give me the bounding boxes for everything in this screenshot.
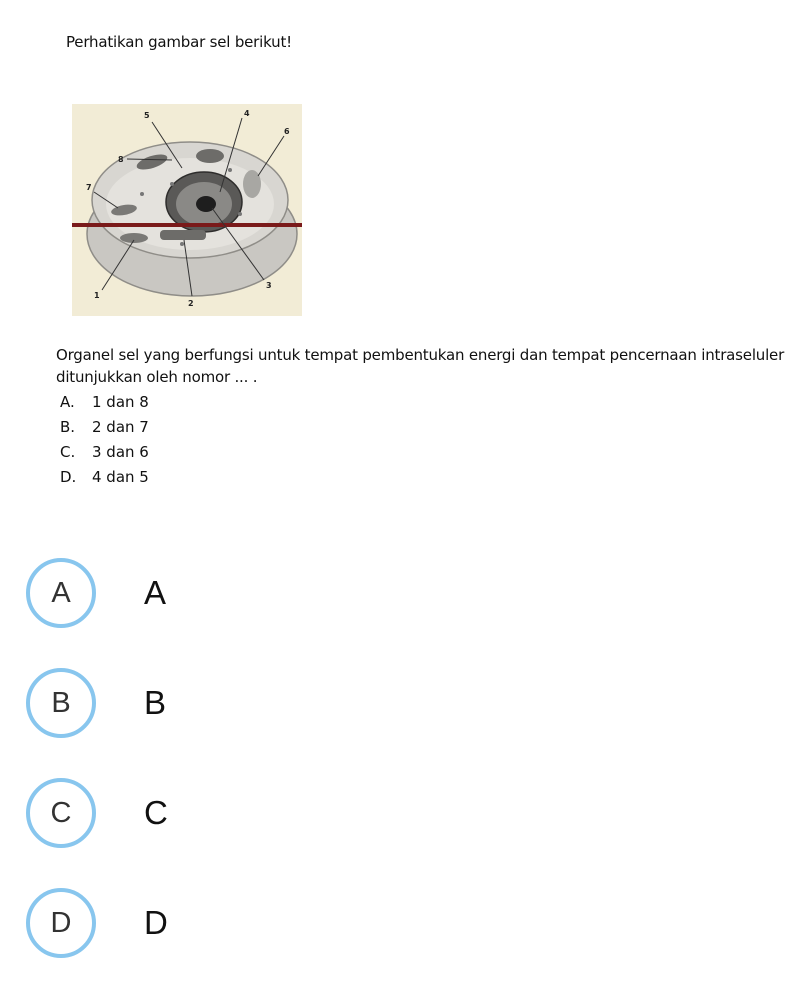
- choice-letter: A.: [60, 393, 75, 411]
- diagram-label-7: 7: [86, 183, 92, 192]
- choice-item: [60, 415, 149, 440]
- answer-option-d[interactable]: [26, 882, 426, 964]
- answer-option-a[interactable]: [26, 552, 426, 634]
- answer-label-b: B: [144, 684, 167, 721]
- organelle-4: [196, 149, 224, 163]
- choice-letter: B.: [60, 418, 76, 436]
- diagram-cut-line: [72, 223, 302, 227]
- granule: [238, 212, 242, 216]
- granule: [228, 168, 232, 172]
- cell-diagram: [72, 104, 302, 316]
- organelle-2: [160, 230, 206, 240]
- answer-badge-a: A: [26, 558, 96, 628]
- granule: [140, 192, 144, 196]
- diagram-label-3: 3: [266, 281, 272, 290]
- choice-text: 1 dan 8: [92, 393, 149, 411]
- question-text: Organel sel yang berfungsi untuk tempat pembentukan energi dan tempat pencernaan intraseluler ditunjukkan oleh nomor ... .: [56, 346, 785, 386]
- answer-label-a: A: [144, 574, 167, 611]
- diagram-label-6: 6: [284, 127, 290, 136]
- cell-diagram-image: [72, 104, 302, 316]
- choice-text: 4 dan 5: [92, 468, 149, 486]
- answer-badge-d: D: [26, 888, 96, 958]
- answer-label-d: D: [144, 904, 168, 941]
- answer-badge-b: B: [26, 668, 96, 738]
- choice-item: [60, 390, 149, 415]
- granule: [170, 182, 174, 186]
- answer-label-c: C: [144, 794, 168, 831]
- organelle-1: [120, 233, 148, 243]
- answer-option-c[interactable]: [26, 772, 426, 854]
- diagram-label-2: 2: [188, 299, 194, 308]
- choice-item: [60, 465, 149, 490]
- organelle-6: [243, 170, 261, 198]
- choice-text: 3 dan 6: [92, 443, 149, 461]
- choice-item: [60, 440, 149, 465]
- choice-text: 2 dan 7: [92, 418, 149, 436]
- diagram-label-8: 8: [118, 155, 124, 164]
- choice-letter: D.: [60, 468, 77, 486]
- diagram-label-1: 1: [94, 291, 100, 300]
- choice-letter: C.: [60, 443, 76, 461]
- diagram-label-4: 4: [244, 109, 250, 118]
- answer-badge-c: C: [26, 778, 96, 848]
- answer-option-b[interactable]: [26, 662, 426, 744]
- granule: [180, 242, 184, 246]
- question-intro: Perhatikan gambar sel berikut!: [66, 33, 292, 51]
- choice-list: [60, 390, 149, 490]
- diagram-label-5: 5: [144, 111, 150, 120]
